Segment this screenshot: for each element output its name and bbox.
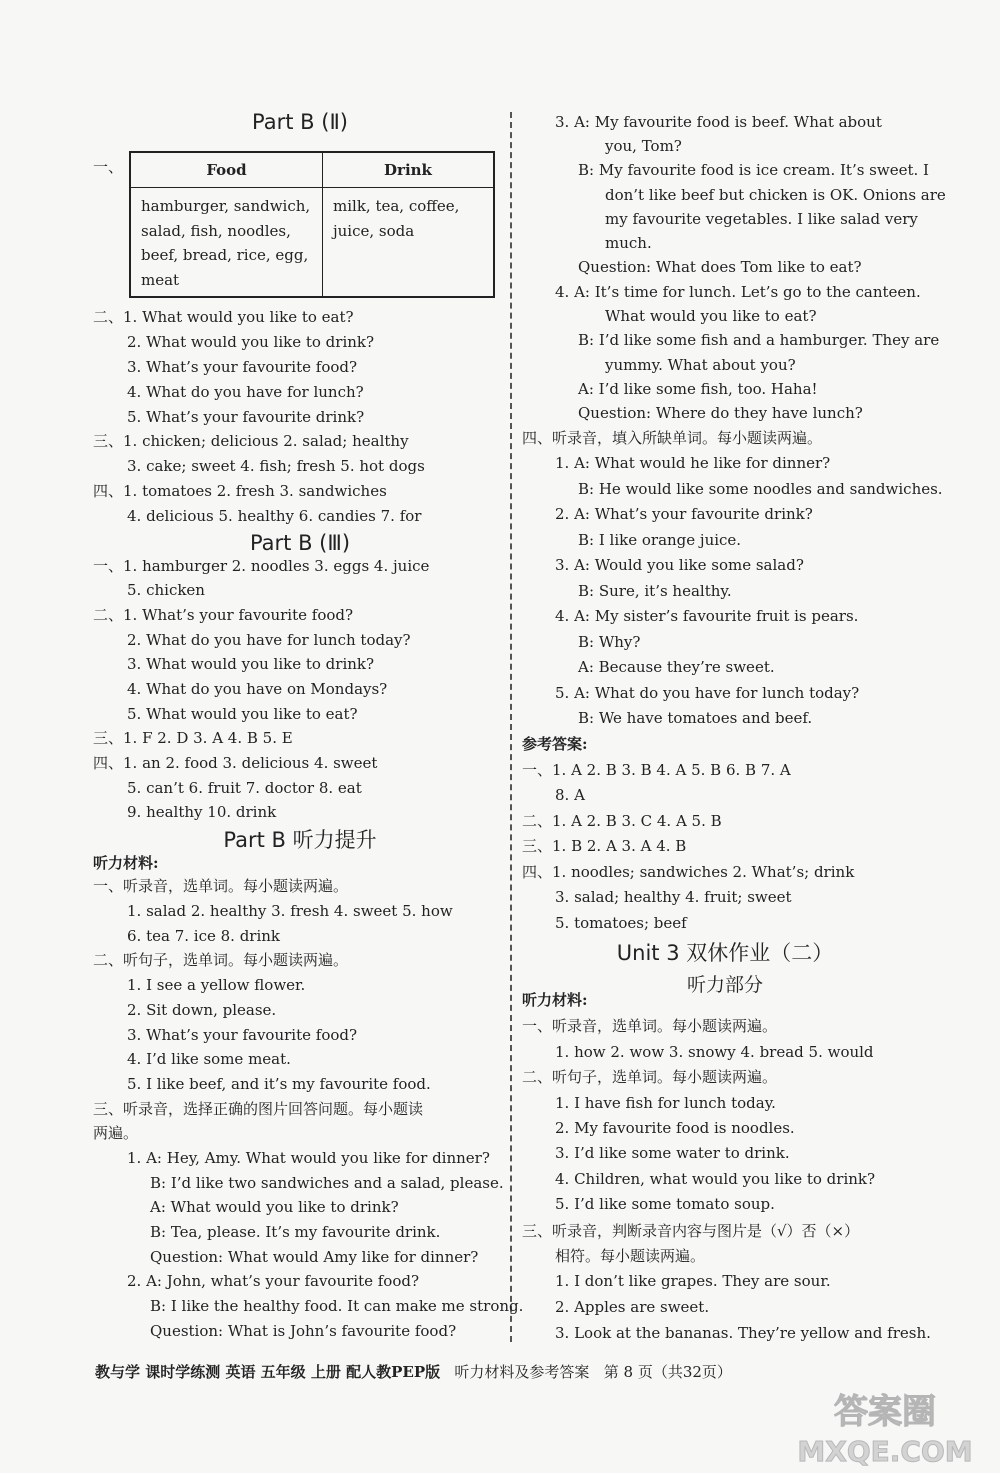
answer-line: 一、1. hamburger 2. noodles 3. eggs 4. juice [93, 557, 430, 575]
food-line: hamburger, sandwich, [141, 197, 311, 215]
answer-line: 1. how 2. wow 3. snowy 4. bread 5. would [555, 1043, 874, 1061]
instruction-line: 二、听句子，选单词。每小题读两遍。 [522, 1068, 778, 1086]
instruction-line: 相符。每小题读两遍。 [555, 1247, 706, 1265]
dialogue-line: don’t like beef but chicken is OK. Onions are [605, 186, 946, 204]
drink-line: milk, tea, coffee, [333, 197, 460, 215]
instruction-line: 三、听录音，判断录音内容与图片是（√）否（×） [522, 1222, 860, 1240]
dialogue-line: 2. A: John, what’s your favourite food? [127, 1272, 420, 1290]
dialogue-line: Question: What would Amy like for dinner? [150, 1248, 479, 1266]
page-footer [95, 1361, 732, 1383]
instruction-line: 三、听录音，选择正确的图片回答问题。每小题读 [93, 1100, 424, 1118]
dialogue-line: 5. A: What do you have for lunch today? [555, 684, 860, 702]
dialogue-line: B: Why? [578, 633, 641, 651]
answer-line: 二、1. What’s your favourite food? [93, 606, 354, 624]
dialogue-line: 1. A: What would he like for dinner? [555, 454, 831, 472]
answer-line: 3. I’d like some water to drink. [555, 1144, 790, 1162]
answer-line: 2. Apples are sweet. [555, 1298, 710, 1316]
dialogue-line: 4. A: It’s time for lunch. Let’s go to the canteen. [555, 283, 921, 301]
answer-line: 四、1. an 2. food 3. delicious 4. sweet [93, 754, 378, 772]
answer-line: 5. I’d like some tomato soup. [555, 1195, 775, 1213]
answer-line: 9. healthy 10. drink [127, 803, 277, 821]
answer-line: 4. What do you have on Mondays? [127, 680, 388, 698]
watermark-url: MXQE.COM [797, 1435, 973, 1468]
dialogue-line: B: I like the healthy food. It can make me strong. [150, 1297, 524, 1315]
part-b-listening-title: Part B 听力提升 [223, 828, 377, 852]
answer-line: 3. What would you like to drink? [127, 655, 375, 673]
answer-line: 二、1. What would you like to eat? [93, 308, 354, 326]
drink-cell [323, 188, 495, 298]
answer-line: 4. What do you have for lunch? [127, 383, 364, 401]
dialogue-line: 4. A: My sister’s favourite fruit is pears. [555, 607, 859, 625]
answer-line: 5. chicken [127, 581, 205, 599]
answer-line: 3. What’s your favourite food? [127, 358, 358, 376]
answer-line: 三、1. chicken; delicious 2. salad; healthy [93, 432, 409, 450]
answer-line: 四、1. noodles; sandwiches 2. What’s; drink [522, 863, 855, 881]
table-header-drink: Drink [323, 152, 495, 188]
instruction-line: 一、听录音，选单词。每小题读两遍。 [93, 877, 349, 895]
dialogue-line: A: Because they’re sweet. [578, 658, 775, 676]
part-b2-title: Part B (Ⅱ) [252, 110, 348, 134]
answer-line: 2. What do you have for lunch today? [127, 631, 411, 649]
answer-line: 1. I have fish for lunch today. [555, 1094, 776, 1112]
answer-line: 2. Sit down, please. [127, 1001, 277, 1019]
answer-line: 4. I’d like some meat. [127, 1050, 291, 1068]
answer-line: 3. Look at the bananas. They’re yellow and fresh. [555, 1324, 931, 1342]
answer-line: 3. salad; healthy 4. fruit; sweet [555, 888, 792, 906]
food-line: salad, fish, noodles, [141, 221, 291, 240]
footer-page: 第 8 页（共32页） [603, 1363, 732, 1381]
dialogue-line: 3. A: Would you like some salad? [555, 556, 804, 574]
answer-line: 5. What’s your favourite drink? [127, 408, 365, 426]
dialogue-line: What would you like to eat? [605, 307, 817, 325]
section-label: 参考答案: [522, 735, 588, 753]
answer-line: 5. I like beef, and it’s my favourite food. [127, 1075, 431, 1093]
watermark-logo-text: 答案圈 [834, 1392, 936, 1432]
dialogue-line: B: Sure, it’s healthy. [578, 582, 732, 600]
answer-line: 4. Children, what would you like to drink? [555, 1170, 876, 1188]
dialogue-line: much. [605, 234, 652, 252]
dialogue-line: Question: What is John’s favourite food? [150, 1322, 457, 1340]
instruction-line: 一、听录音，选单词。每小题读两遍。 [522, 1017, 778, 1035]
footer-publisher: 教与学 课时学练测 英语 五年级 上册 配人教PEP版 [95, 1363, 441, 1381]
answer-line: 8. A [555, 786, 585, 804]
watermark-logo [785, 1385, 990, 1469]
watermark-svg [785, 1385, 990, 1469]
answer-line: 三、1. F 2. D 3. A 4. B 5. E [93, 729, 293, 747]
listening-section-title: 听力部分 [686, 974, 763, 996]
food-line: meat [141, 270, 180, 289]
answer-line: 1. I don’t like grapes. They are sour. [555, 1272, 831, 1290]
column-divider [510, 112, 512, 1342]
dialogue-line: A: I’d like some fish, too. Haha! [578, 380, 818, 398]
answer-line: 5. tomatoes; beef [555, 914, 687, 932]
answer-line: 1. salad 2. healthy 3. fresh 4. sweet 5. how [127, 902, 453, 920]
dialogue-line: 3. A: My favourite food is beef. What about [555, 113, 882, 131]
dialogue-line: B: I’d like some fish and a hamburger. They are [578, 331, 940, 349]
dialogue-line: A: What would you like to drink? [150, 1198, 399, 1216]
part-b3-title: Part B (Ⅲ) [249, 531, 351, 555]
instruction-line: 四、听录音，填入所缺单词。每小题读两遍。 [522, 429, 823, 447]
section-label: 听力材料: [93, 854, 159, 872]
answer-line: 3. cake; sweet 4. fish; fresh 5. hot dogs [127, 457, 425, 475]
food-line: beef, bread, rice, egg, [141, 246, 309, 264]
answer-line: 2. What would you like to drink? [127, 333, 375, 351]
dialogue-line: B: We have tomatoes and beef. [578, 709, 813, 727]
dialogue-line: B: I’d like two sandwiches and a salad, please. [150, 1174, 504, 1192]
answer-line: 2. My favourite food is noodles. [555, 1119, 795, 1137]
drink-line: juice, soda [333, 221, 415, 240]
answer-line: 3. What’s your favourite food? [127, 1026, 358, 1044]
table-marker: 一、 [93, 158, 124, 176]
instruction-line: 二、听句子，选单词。每小题读两遍。 [93, 951, 349, 969]
dialogue-line: B: I like orange juice. [578, 531, 742, 549]
dialogue-line: yummy. What about you? [605, 356, 796, 374]
dialogue-line: B: My favourite food is ice cream. It’s sweet. I [578, 161, 929, 179]
unit3-title: Unit 3 双休作业（二） [616, 941, 834, 965]
dialogue-line: you, Tom? [605, 137, 682, 155]
answer-line: 1. I see a yellow flower. [127, 976, 306, 994]
dialogue-line: Question: What does Tom like to eat? [578, 258, 862, 276]
answer-line: 4. delicious 5. healthy 6. candies 7. for [127, 507, 422, 525]
instruction-line: 两遍。 [93, 1124, 139, 1142]
answer-line: 四、1. tomatoes 2. fresh 3. sandwiches [93, 482, 387, 500]
answer-line: 5. What would you like to eat? [127, 705, 358, 723]
food-cell [130, 188, 323, 298]
dialogue-line: 1. A: Hey, Amy. What would you like for dinner? [127, 1149, 490, 1167]
dialogue-line: B: He would like some noodles and sandwiches. [578, 480, 943, 498]
section-label: 听力材料: [522, 991, 588, 1009]
table-header-food: Food [130, 152, 323, 188]
dialogue-line: Question: Where do they have lunch? [578, 404, 863, 422]
dialogue-line: 2. A: What’s your favourite drink? [555, 505, 813, 523]
food-drink-table [129, 151, 495, 298]
answer-line: 一、1. A 2. B 3. B 4. A 5. B 6. B 7. A [522, 761, 791, 779]
answer-line: 三、1. B 2. A 3. A 4. B [522, 837, 687, 855]
answer-line: 5. can’t 6. fruit 7. doctor 8. eat [127, 779, 362, 797]
answer-line: 二、1. A 2. B 3. C 4. A 5. B [522, 812, 722, 830]
answer-line: 6. tea 7. ice 8. drink [127, 927, 281, 945]
dialogue-line: my favourite vegetables. I like salad very [605, 210, 918, 228]
dialogue-line: B: Tea, please. It’s my favourite drink. [150, 1223, 441, 1241]
footer-section: 听力材料及参考答案 [454, 1363, 590, 1381]
